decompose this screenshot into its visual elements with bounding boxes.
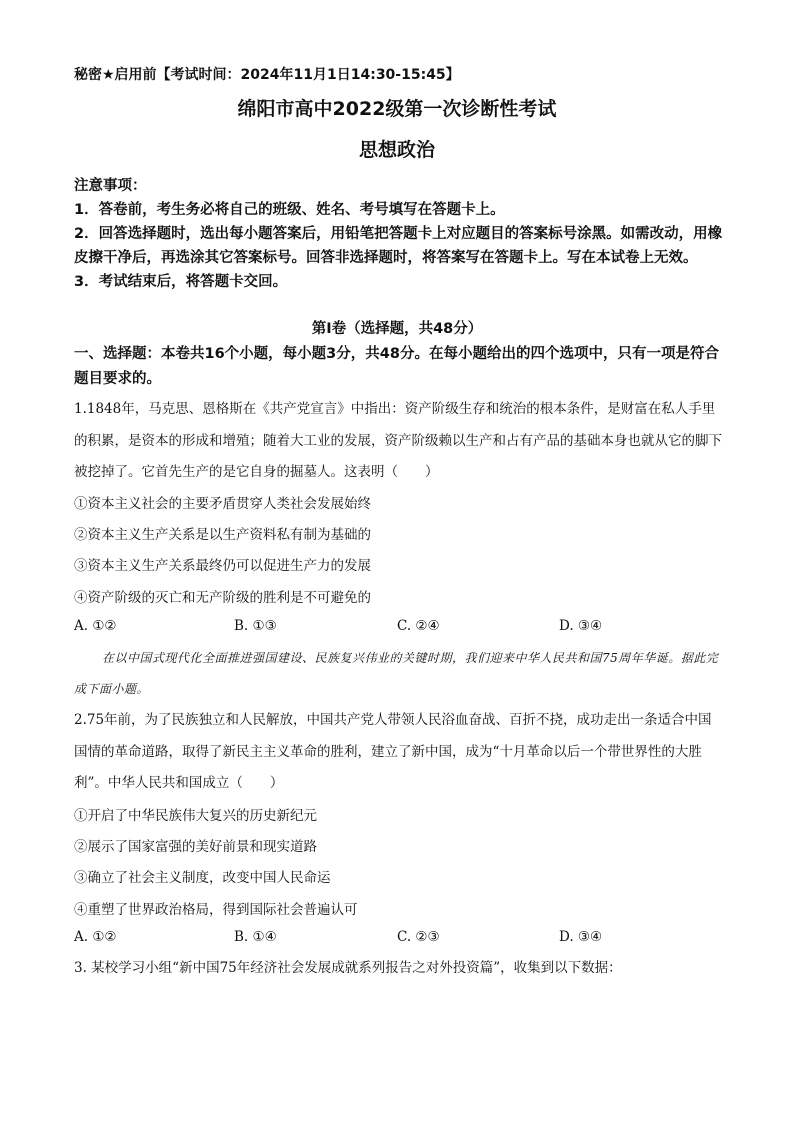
section-description: 一、选择题：本卷共16个小题，每小题3分，共48分。在每小题给出的四个选项中，只有一项是符合题目要求的。 xyxy=(74,346,719,387)
question-1-stem: 1.1848年，马克思、恩格斯在《共产党宣言》中指出：资产阶级生存和统治的根本条件，是财富在私人手里的积累，是资本的形成和增殖；随着大工业的发展，资产阶级赖以生产和占有产品的基础本身也就从它的脚下被挖掉了。它首先生产的是它自身的掘墓人。这表明（ ） xyxy=(74,401,722,480)
question-1-choice-c: C. ②④ xyxy=(397,618,440,634)
notes-block xyxy=(74,174,724,294)
question-2-choice-a: A. ①② xyxy=(74,929,117,945)
question-2-choice-d: D. ③④ xyxy=(559,929,603,945)
question-1-choice-d: D. ③④ xyxy=(559,618,603,634)
question-1-option: ②资本主义生产关系是以生产资料私有制为基础的 xyxy=(74,527,371,543)
note-item: 1．答卷前，考生务必将自己的班级、姓名、考号填写在答题卡上。 xyxy=(74,202,505,218)
question-1-option: ①资本主义社会的主要矛盾贯穿人类社会发展始终 xyxy=(74,496,371,512)
question-2-option: ④重塑了世界政治格局，得到国际社会普遍认可 xyxy=(74,902,358,918)
question-2-stem: 2.75年前，为了民族独立和人民解放，中国共产党人带领人民浴血奋战、百折不挠，成功走出一条适合中国国情的革命道路，取得了新民主主义革命的胜利，建立了新中国，成为“十月革命以后一个带世界性的大胜利”。中华人民共和国成立（ ） xyxy=(74,712,712,791)
exam-title: 绵阳市高中2022级第一次诊断性考试 xyxy=(237,98,557,120)
notes-heading: 注意事项： xyxy=(74,178,147,194)
note-item: 2．回答选择题时，选出每小题答案后，用铅笔把答题卡上对应题目的答案标号涂黑。如需改动，用橡皮擦干净后，再选涂其它答案标号。回答非选择题时，将答案写在答题卡上。写在本试卷上无效。 xyxy=(74,226,723,266)
question-2-option: ①开启了中华民族伟大复兴的历史新纪元 xyxy=(74,808,317,824)
confidential-line: 秘密★启用前【考试时间：2024年11月1日14:30-15:45】 xyxy=(74,67,460,83)
question-1-choice-b: B. ①③ xyxy=(234,618,277,634)
question-1-choice-a: A. ①② xyxy=(74,618,117,634)
note-item: 3．考试结束后，将答题卡交回。 xyxy=(74,274,288,290)
question-2-option: ②展示了国家富强的美好前景和现实道路 xyxy=(74,839,317,855)
subject-title: 思想政治 xyxy=(358,139,435,161)
material-intro: 在以中国式现代化全面推进强国建设、民族复兴伟业的关键时期，我们迎来中华人民共和国75周年华诞。据此完成下面小题。 xyxy=(74,651,719,696)
question-2-choice-b: B. ①④ xyxy=(234,929,277,945)
question-1-option: ③资本主义生产关系最终仍可以促进生产力的发展 xyxy=(74,558,371,574)
question-1-option: ④资产阶级的灭亡和无产阶级的胜利是不可避免的 xyxy=(74,590,371,606)
section-heading: 第Ⅰ卷（选择题，共48分） xyxy=(311,321,483,337)
question-2-choice-c: C. ②③ xyxy=(397,929,440,945)
question-2-option: ③确立了社会主义制度，改变中国人民命运 xyxy=(74,870,331,886)
question-3-stem: 3. 某校学习小组“新中国75年经济社会发展成就系列报告之对外投资篇”，收集到以下数据： xyxy=(74,960,622,976)
